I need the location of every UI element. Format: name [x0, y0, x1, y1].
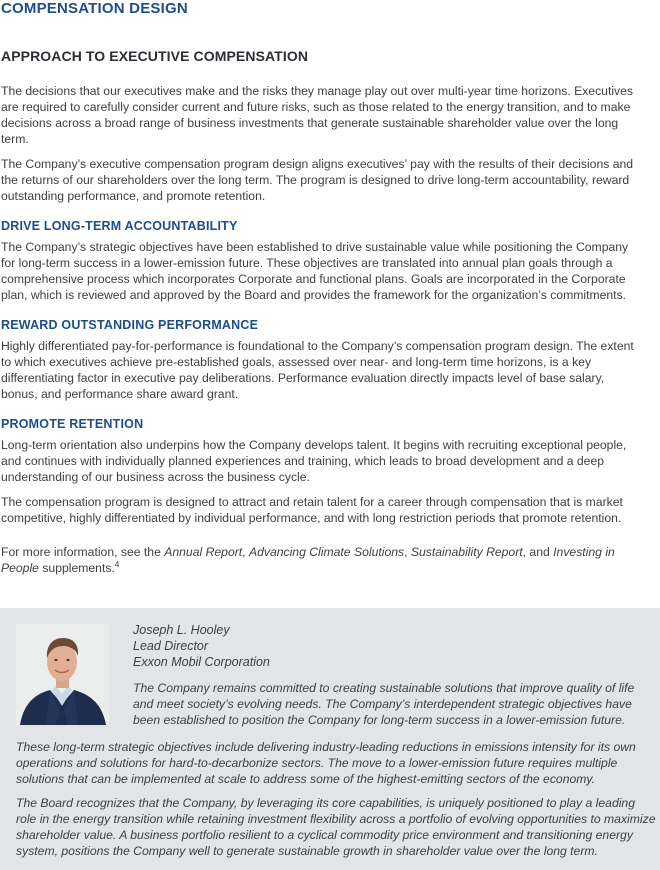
lead-director-title: Lead Director: [133, 639, 209, 653]
more-info-separator: , and: [522, 545, 554, 559]
retention-text-2: The compensation program is designed to attract and retain talent for a career through compensation that is market competitive, highly differentiated by individual performance, and with long restriction periods that promote retention.: [1, 495, 623, 525]
lead-director-quote-box: [0, 608, 660, 870]
approach-title: APPROACH TO EXECUTIVE COMPENSATION: [1, 48, 309, 64]
lead-director-company: Exxon Mobil Corporation: [133, 655, 270, 669]
more-info-prefix: For more information, see the: [1, 545, 165, 559]
more-info-suffix: supplements.: [38, 561, 115, 575]
lead-director-name: Joseph L. Hooley: [133, 623, 230, 637]
quote-paragraph-3: The Board recognizes that the Company, by leveraging its core capabilities, is uniquely positioned to play a leading role in the energy transition while retaining investment flexibility across a portfolio of evolving opportunities to maximize shareholder value. A business portfolio resilient to a cyclical commodity price environment and transitioning energy system, positions the Company well to generate sustainable growth in shareholder value over the long term.: [16, 796, 656, 858]
portrait-illustration: [16, 624, 109, 725]
more-info-separator: ,: [404, 545, 411, 559]
lead-director-signature: [133, 622, 653, 670]
accountability-text: The Company’s strategic objectives have been established to drive sustainable value while positioning the Company for long-term success in a lower-emission future. These objectives are translated into annual plan goals through a comprehensive process which incorporates Corporate and functional plans. Goals are incorporated in the Corporate plan, which is reviewed and approved by the Board and provides the framework for the organization’s commitments.: [1, 240, 629, 302]
ref-annual-report[interactable]: Annual Report: [164, 545, 243, 559]
lead-director-photo: [16, 624, 109, 725]
more-info: [1, 544, 644, 576]
more-info-separator: ,: [242, 545, 249, 559]
quote-paragraph-1: The Company remains committed to creating sustainable solutions that improve quality of life and meet society’s evolving needs. The Company’s interdependent strategic objectives have been established to position the Company for long-term success in a lower-emission future.: [133, 681, 635, 727]
performance-heading: REWARD OUTSTANDING PERFORMANCE: [1, 318, 259, 332]
performance-text: Highly differentiated pay-for-performance is foundational to the Company’s compensation program design. The extent to which executives achieve pre-established goals, assessed over near- and long-term time horizons, is a key differentiating factor in executive pay deliberations. Performance evaluation directly impacts level of base salary, bonus, and performance share award grant.: [1, 339, 634, 401]
retention-text-1: Long-term orientation also underpins how the Company develops talent. It begins with recruiting exceptional people, and continues with individually planned experiences and training, which leads to broad development and a deep understanding of our business across the business cycle.: [1, 438, 627, 484]
ref-advancing-climate-solutions[interactable]: Advancing Climate Solutions: [248, 545, 405, 559]
intro-paragraph-2: The Company’s executive compensation program design aligns executives’ pay with the results of their decisions and the returns of our shareholders over the long term. The program is designed to drive long-term accountability, reward outstanding performance, and promote retention.: [1, 157, 634, 203]
retention-heading: PROMOTE RETENTION: [1, 417, 144, 431]
quote-paragraph-2: These long-term strategic objectives include delivering industry-leading reductions in emissions intensity for its own operations and solutions for hard-to-decarbonize sectors. The move to a lower-emission future requires multiple solutions that can be implemented at scale to address some of the highest-emitting sectors of the economy.: [16, 740, 636, 786]
footnote-marker[interactable]: 4: [114, 559, 120, 569]
section-title: COMPENSATION DESIGN: [1, 0, 188, 17]
ref-sustainability-report[interactable]: Sustainability Report: [410, 545, 523, 559]
intro-paragraph-1: The decisions that our executives make and the risks they manage play out over multi-year time horizons. Executives are required to carefully consider current and future risks, such as those related to the energy transition, and to make decisions across a broad range of business investments that generate sustainable shareholder value over the long term.: [1, 84, 634, 146]
accountability-heading: DRIVE LONG-TERM ACCOUNTABILITY: [1, 219, 238, 233]
ref-investing-in-people[interactable]: Investing in People: [1, 545, 615, 575]
